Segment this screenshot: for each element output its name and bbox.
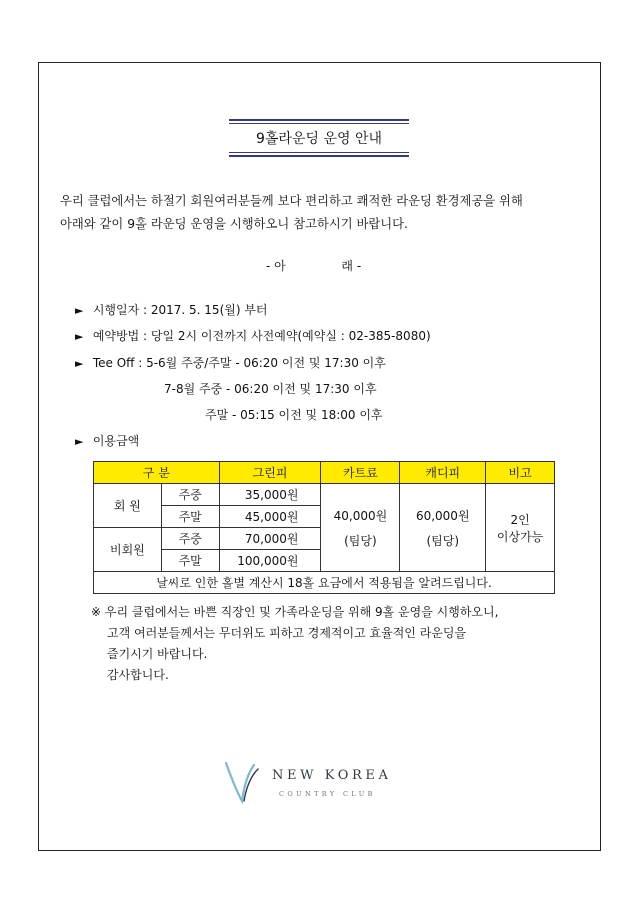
section-heading [266, 257, 361, 274]
list-item-reservation [75, 327, 431, 344]
caddie-fee-cell [400, 484, 486, 572]
cart-fee-cell [321, 484, 400, 572]
tee-off-text-3: 주말 - 05:15 이전 및 18:00 이후 [205, 408, 383, 422]
header-caddie-fee: 캐디피 [400, 462, 486, 484]
header-green-fee: 그린피 [219, 462, 321, 484]
fee-table-header [94, 462, 555, 484]
tee-off-text-1: Tee Off : 5-6월 주중/주말 - 06:20 이전 및 17:30 이후 [92, 356, 386, 370]
weekday-label: 주중 [161, 528, 219, 550]
intro-paragraph [60, 190, 590, 236]
non-member-label: 비회원 [94, 528, 162, 572]
remarks-line-1: 2인 [510, 512, 530, 527]
note-line-4: 감사합니다. [107, 668, 169, 682]
header-category: 구 분 [94, 462, 220, 484]
remarks-cell [486, 484, 555, 572]
page-title-text: 9홀라운딩 운영 안내 [256, 131, 382, 147]
cart-fee-unit: (팀당) [344, 533, 377, 548]
list-item-tee-off [75, 354, 386, 371]
header-remarks: 비고 [486, 462, 555, 484]
table-row [94, 484, 555, 506]
member-weekday-fee: 35,000원 [219, 484, 321, 506]
reservation-text: 예약방법 : 당일 2시 이전까지 사전예약(예약실 : 02-385-8080) [92, 329, 431, 343]
caddie-fee-unit: (팀당) [426, 533, 460, 548]
cart-fee-amount: 40,000원 [333, 508, 388, 523]
page-border [38, 62, 601, 851]
fee-table [93, 461, 555, 594]
bullet-arrow-icon: ► [75, 357, 84, 370]
weekend-label: 주말 [161, 550, 219, 572]
note-line-3: 즐기시기 바랍니다. [107, 647, 208, 661]
note-line-2: 고객 여러분들께서는 무더위도 피하고 경제적이고 효율적인 라운딩을 [107, 626, 467, 640]
note-line-1: ※ 우리 클럽에서는 바쁜 직장인 및 가족라운딩을 위해 9홀 운영을 시행하오니, [91, 605, 499, 619]
fee-table-footer: 날씨로 인한 홀별 계산시 18홀 요금에서 적용됨을 알려드립니다. [94, 572, 555, 594]
start-date-text: 시행일자 : 2017. 5. 15(월) 부터 [92, 303, 268, 317]
bullet-arrow-icon: ► [75, 304, 84, 317]
club-logo [222, 757, 392, 809]
nonmember-weekend-fee: 100,000원 [219, 550, 321, 572]
section-heading-right: 래 - [341, 259, 362, 273]
weekday-label: 주중 [161, 484, 219, 506]
caddie-fee-amount: 60,000원 [415, 508, 470, 523]
section-heading-left: - 아 [266, 259, 286, 273]
list-item-start-date [75, 301, 268, 318]
member-label: 회 원 [94, 484, 162, 528]
remarks-line-2: 이상가능 [496, 529, 544, 544]
intro-line-1: 우리 클럽에서는 하절기 회원여러분들께 보다 편리하고 쾌적한 라운딩 환경제공을 위해 [60, 194, 523, 208]
weekend-label: 주말 [161, 506, 219, 528]
page-title [229, 119, 409, 157]
intro-line-2: 아래와 같이 9홀 라운딩 운영을 시행하오니 참고하시기 바랍니다. [60, 217, 408, 231]
bullet-arrow-icon: ► [75, 435, 84, 448]
table-row [94, 572, 555, 594]
tee-off-text-2: 7-8월 주중 - 06:20 이전 및 17:30 이후 [164, 382, 377, 396]
bullet-arrow-icon: ► [75, 330, 84, 343]
closing-note [91, 602, 498, 686]
fees-label: 이용금액 [92, 434, 140, 448]
member-weekend-fee: 45,000원 [219, 506, 321, 528]
header-cart-fee: 카트료 [321, 462, 400, 484]
club-logo-icon [222, 757, 262, 805]
nonmember-weekday-fee: 70,000원 [219, 528, 321, 550]
club-logo-name: NEW KOREA [272, 768, 392, 783]
list-item-fees [75, 432, 139, 449]
club-logo-subtitle: COUNTRY CLUB [279, 790, 376, 798]
